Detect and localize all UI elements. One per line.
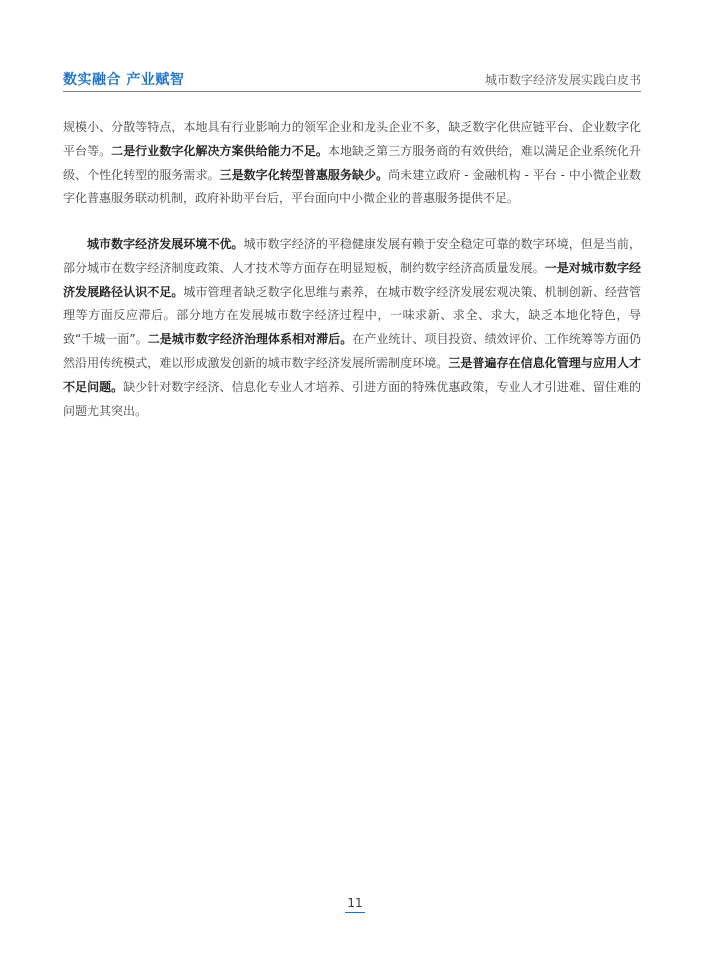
paragraph-text: 缺少针对数字经济、信息化专业人才培养、引进方面的特殊优惠政策，专业人才引进难、留住难的问题尤其突出。 bbox=[63, 379, 641, 418]
header-document-title: 城市数字经济发展实践白皮书 bbox=[484, 73, 641, 87]
body-paragraph-2 bbox=[63, 233, 641, 423]
page-header bbox=[63, 70, 641, 90]
bold-point-2: 二是行业数字化解决方案供给能力不足。 bbox=[111, 143, 328, 158]
header-divider bbox=[63, 91, 641, 92]
body-paragraph-1 bbox=[63, 116, 641, 211]
paragraph-text: 在产业统计、项目投资、绩效评价、工作统筹等方面仍然沿用传统模式，难以形成激发创新的城市数字经济发展所需制度环境。 bbox=[63, 332, 641, 370]
paragraph-text: 规模小、分散等特点，本地具有行业影响力的领军企业和龙头企业不多，缺乏数字化供应链平台、企业数字化平台等。 bbox=[63, 120, 641, 158]
bold-point-2: 二是城市数字经济治理体系相对滞后。 bbox=[147, 332, 353, 347]
page-number bbox=[0, 895, 710, 913]
paragraph-text: 城市管理者缺乏数字化思维与素养，在城市数字经济发展宏观决策、机制创新、经营管理等方面反应滞后。部分地方在发展城市数字经济过程中，一味求新、求全、求大，缺乏本地化特色，导致“千城一面”。 bbox=[63, 284, 641, 347]
paragraph-text: 城市数字经济的平稳健康发展有赖于安全稳定可靠的数字环境，但是当前，部分城市在数字经济制度政策、人才技术等方面存在明显短板，制约数字经济高质量发展。 bbox=[63, 237, 641, 275]
bold-point-3: 三是普遍存在信息化管理与应用人才不足问题。 bbox=[63, 355, 641, 394]
paragraph-text: 本地缺乏第三方服务商的有效供给，难以满足企业系统化升级、个性化转型的服务需求。 bbox=[63, 143, 641, 182]
page-number-text: 11 bbox=[345, 895, 364, 913]
paragraph-text: 尚未建立政府 - 金融机构 - 平台 - 中小微企业数字化普惠服务联动机制，政府补助平台后，平台面向中小微企业的普惠服务提供不足。 bbox=[63, 167, 641, 206]
header-section-title: 数实融合 产业赋智 bbox=[63, 72, 185, 88]
bold-heading: 城市数字经济发展环境不优。 bbox=[87, 237, 244, 251]
bold-point-3: 三是数字化转型普惠服务缺少。 bbox=[219, 167, 389, 182]
bold-point-1: 一是对城市数字经济发展路径认识不足。 bbox=[63, 260, 641, 299]
